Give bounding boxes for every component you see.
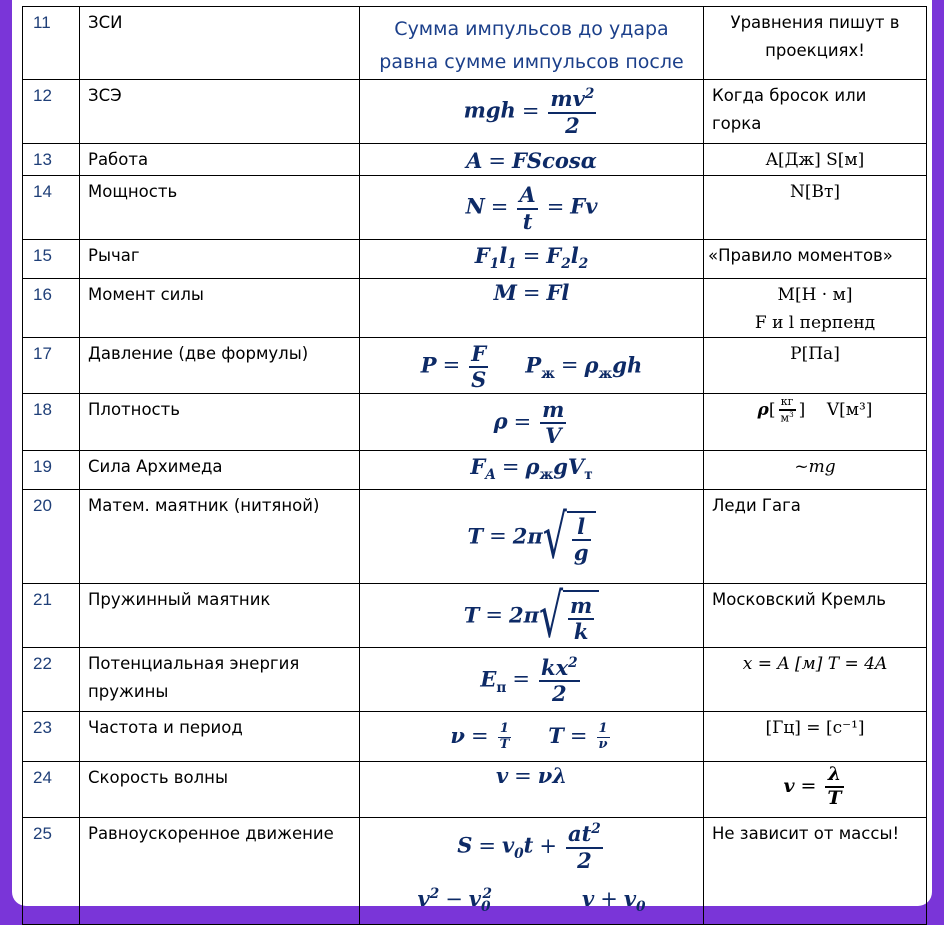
table-row [23,490,927,584]
row-note: ρ[ кг $м^3$ ] V[м³] [704,394,927,451]
formula-energy-conservation: mgh = $\frac{mv^2}{2}$ [360,80,704,144]
formula-spring-energy: $E_п$ = $\frac{kx^2}{2}$ [360,648,704,712]
formula-moment: M = Fl [360,279,704,338]
document-frame [12,0,932,915]
row-name: ЗСЭ [80,80,360,144]
row-name: Равноускоренное движение [80,818,360,924]
row-number: 21 [23,584,80,648]
row-number: 25 [23,818,80,924]
row-number: 19 [23,451,80,490]
formula-frequency-period: ν = $\frac{1}{T}$ T = $\frac{1}{\nu}$ [360,712,704,762]
row-note: A[Дж] S[м] [704,144,927,176]
table-row [23,762,927,818]
formula-wave-speed: v = νλ [360,762,704,818]
note-line-1: M[Н · м] [777,285,853,306]
wave-speed-note: v = $\frac{\lambda}{T}$ [704,762,927,818]
table-row [23,240,927,279]
row-number: 22 [23,648,80,712]
row-name: ЗСИ [80,7,360,80]
formula-density: ρ = $\frac{m}{V}$ [360,394,704,451]
volume-unit: V[м³] [826,400,873,421]
row-note: P[Па] [704,338,927,394]
row-name: Пружинный маятник [80,584,360,648]
row-note: N[Вт] [704,176,927,240]
row-name: Давление (две формулы) [80,338,360,394]
row-number: 14 [23,176,80,240]
row-number: 15 [23,240,80,279]
row-number: 13 [23,144,80,176]
row-note: x = A [м] T = 4A [704,648,927,712]
formula-text: Сумма импульсов до удара равна сумме импульсов после [360,7,704,80]
table-row [23,144,927,176]
formula-spring-pendulum: T = 2π √ $\frac{m}{k}$ [360,584,704,648]
table-row [23,394,927,451]
row-note: Не зависит от массы! [704,818,927,924]
table-row [23,648,927,712]
row-note: [Гц] = [c⁻¹] [704,712,927,762]
row-note: «Правило моментов» [704,240,927,279]
formula-math-pendulum: T = 2π √ $\frac{l}{g}$ [360,490,704,584]
formula-archimedes: $F_A = \rho_жgV_т$ [360,451,704,490]
formula-table [22,6,927,925]
row-note: Когда бросок или горка [704,80,927,144]
row-note: Московский Кремль [704,584,927,648]
table-row [23,712,927,762]
table-row [23,279,927,338]
row-number: 20 [23,490,80,584]
row-note [704,279,927,338]
formula-work: A = FScosα [360,144,704,176]
row-number: 18 [23,394,80,451]
row-number: 16 [23,279,80,338]
table-row [23,451,927,490]
row-name: Плотность [80,394,360,451]
formula-lever: $F_1l_1 = F_2l_2$ [360,240,704,279]
formula-pressure: P = $\frac{F}{S}$ $P_ж = \rho_жgh$ [360,338,704,394]
row-name: Мощность [80,176,360,240]
row-number: 12 [23,80,80,144]
row-name: Потенциальная энергия пружины [80,648,360,712]
row-number: 11 [23,7,80,80]
table-row [23,584,927,648]
row-name: Частота и период [80,712,360,762]
row-number: 24 [23,762,80,818]
table-row [23,176,927,240]
table-row [23,80,927,144]
row-name: Момент силы [80,279,360,338]
formula-uniform-acceleration: $S = v_0t$ + $\frac{at^2}{2}$ $v^2 - v_0^2$ $v + v_0$ [360,818,704,924]
row-note: Леди Гага [704,490,927,584]
table-row [23,818,927,924]
row-number: 23 [23,712,80,762]
row-name: Сила Архимеда [80,451,360,490]
row-name: Матем. маятник (нитяной) [80,490,360,584]
row-name: Скорость волны [80,762,360,818]
table-row [23,7,927,80]
formula-power: N = $\frac{A}{t}$ = Fv [360,176,704,240]
row-note: Уравнения пишут в проекциях! [704,7,927,80]
row-name: Рычаг [80,240,360,279]
row-number: 17 [23,338,80,394]
row-note: ~mg [704,451,927,490]
table-row [23,338,927,394]
row-name: Работа [80,144,360,176]
note-line-2: F и l перпенд [754,313,876,334]
